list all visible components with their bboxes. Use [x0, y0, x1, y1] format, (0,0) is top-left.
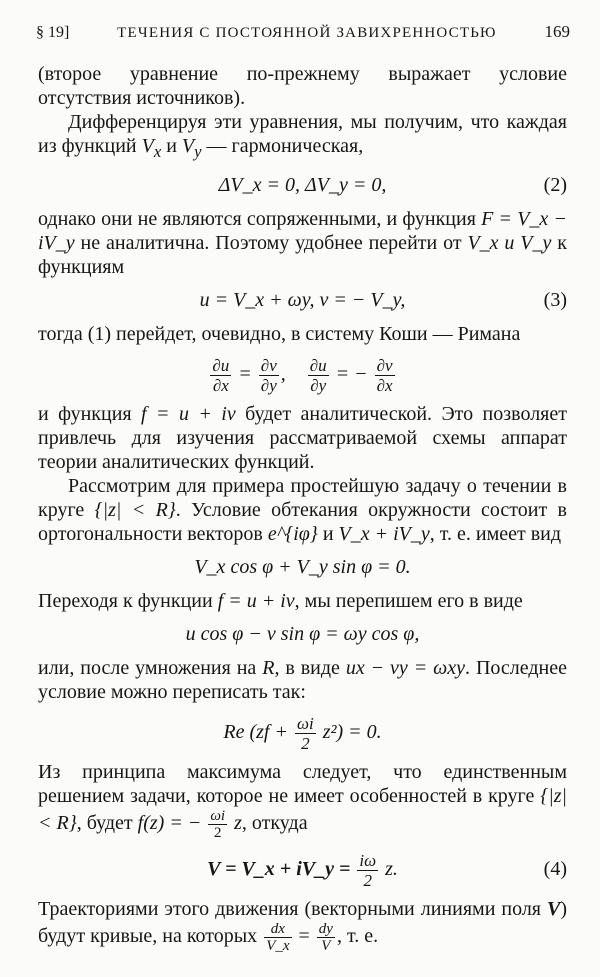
paragraph-9: Из принципа максимума следует, что единственным решением задачи, которое не имеет особенностей в круге {|z| < R}, будет f(z) = − $\frac{\omega i}{2}$ z, откуда [38, 761, 567, 841]
fraction-i-omega-2: $\frac{i\omega}{2}$ [359, 850, 377, 890]
fraction-dv-dy: $\frac{\partial v}{\partial y}$ [260, 355, 277, 395]
equation-3 [38, 286, 567, 314]
running-title: ТЕЧЕНИЯ С ПОСТОЯННОЙ ЗАВИХРЕННОСТЬЮ [117, 25, 497, 41]
fraction-du-dy: $\frac{\partial u}{\partial y}$ [309, 355, 327, 395]
equation-3-body: u = V_x + ωy, v = − V_y, [199, 289, 406, 311]
paragraph-8: или, после умножения на R, в виде ux − vy = ωxy. Последнее условие можно переписать так: [38, 657, 567, 703]
equation-2 [38, 171, 567, 199]
paragraph-10: Траекториями этого движения (векторными линиями поля V) будут кривые, на которых $\frac{dx}{V\_x}$ = $\frac{dy}{V}$ , т. е. [38, 898, 567, 954]
fraction-dx-vx: $\frac{dx}{V\_x}$ [266, 921, 290, 954]
equation-boundary: V_x cos φ + V_y sin φ = 0. [194, 556, 411, 578]
equation-2-number: (2) [543, 174, 567, 196]
fraction-dv-dx: $\frac{\partial v}{\partial x}$ [376, 355, 393, 395]
paragraph-7: Переходя к функции f = u + iv, мы перепишем его в виде [38, 590, 523, 612]
equation-u-v: u cos φ − v sin φ = ωy cos φ, [185, 623, 420, 645]
paragraph-5: и функция f = u + iv будет аналитической. Это позволяет привлечь для изучения рассматриваемой схемы аппарат теории аналитических функций. [38, 403, 568, 473]
cauchy-riemann-equations: $\frac{\partial u}{\partial x}$ = $\frac{\partial v}{\partial y}$ , $\frac{\partial u}{\partial y}$ = − $\frac{\partial v}{\partial x}$ [212, 355, 393, 395]
fraction-du-dx: $\frac{\partial u}{\partial x}$ [212, 355, 230, 395]
fraction-omega-i-2: $\frac{\omega i}{2}$ [296, 713, 314, 753]
running-header [36, 22, 570, 42]
section-marker: § 19] [36, 24, 70, 41]
fraction-inline: $\frac{\omega i}{2}$ [210, 808, 226, 841]
page-number: 169 [544, 22, 570, 41]
equation-re: Re (zf + $\frac{\omega i}{2}$ z²) = 0. [223, 713, 382, 753]
equation-4: V = V_x + iV_y = $\frac{i\omega}{2}$ z. (4) [38, 847, 567, 891]
paragraph-6: Рассмотрим для примера простейшую задачу о течении в круге {|z| < R}. Условие обтекания окружности состоит в ортогональности векторов e^{iφ} и V_x + iV_y, т. е. имеет вид [38, 475, 567, 545]
equation-2-body: ΔV_x = 0, ΔV_y = 0, [218, 174, 387, 196]
fraction-dy-v: $\frac{dy}{V}$ [318, 921, 333, 954]
page-body [38, 62, 567, 954]
equation-3-number: (3) [543, 289, 567, 311]
paragraph-1: (второе уравнение по-прежнему выражает условие отсутствия источников). [38, 63, 567, 109]
paragraph-3: однако они не являются сопряженными, и функция F = V_x − iV_y не аналитична. Поэтому удобнее перейти от V_x и V_y к функциям [38, 208, 568, 278]
paragraph-2: Дифференцируя эти уравнения, мы получим, что каждая из функций $V_x$ и $V_y$ — гармоническая, [38, 111, 567, 161]
equation-4-number: (4) [543, 858, 567, 880]
paragraph-4: тогда (1) перейдет, очевидно, в систему Коши — Римана [38, 323, 521, 345]
